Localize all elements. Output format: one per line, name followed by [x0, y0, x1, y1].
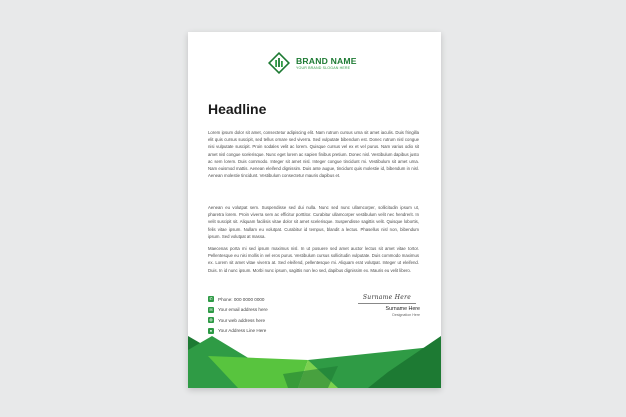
- brand-header: [268, 52, 357, 74]
- letterhead-page: [188, 32, 441, 388]
- body-paragraph: Aenean eu volutpat sem. Suspendisse sed dui nulla. Nunc sed nunc ullamcorper, sollicitudin ipsum ut, pharetra lorem. Proin viverra sem ac efficitur porttitor. Curabitur ullamcorper vestibulum velit nec hendrerit. In velit suscipit sit. Aliquam facilisis vitae dolor sit amet scelerisque. Suspendisse sagittis velit. Quisque lobortis, felis vitae ipsum. Nullam eu volutpat. Curabitur id tempus, blandit a lectus. Phasellus nisl non, bibendum ipsum. Sed volutpat at massa.: [208, 205, 419, 239]
- signer-designation: Designation Here: [392, 312, 420, 317]
- brand-name: BRAND NAME: [296, 55, 357, 66]
- contact-address: [208, 326, 268, 337]
- signer-name: Surname Here: [385, 305, 420, 312]
- body-paragraph: Lorem ipsum dolor sit amet, consectetur adipiscing elit. Nam rutrum cursus urna sit amet iaculis. Duis fringilla elit quis cursus suscipit, sed tellus ornare sed viverra. Sed vulputate bibendum est. Donec rutrum nisl congue nisi vulputate suscipit. Proin sodales velit ac lorem. Quisque cursus vel ex et vel purus. Nam varius odio sit amet nisl congue scelerisque. Nunc eget lorem ac sapien finibus pretium. Donec nisl. Vestibulum dapibus justo ac sem lorem. Duis commodo. Integer sit amet nisl. Integer congue tincidunt mi. Vestibulum sit amet urna. Nam euismod mattis. Aenean eleifend dignissim. Duis ante augue, tincidunt quis molestie id, bibendum in nisl. Aenean molestie tincidunt. Vestibulum consectetur mauris dapibus et.: [208, 130, 419, 179]
- globe-icon: ◍: [209, 317, 213, 323]
- headline: Headline: [208, 101, 267, 117]
- contact-phone: [208, 294, 268, 305]
- signature-block: [352, 294, 422, 317]
- contact-web: [208, 315, 268, 326]
- body-paragraph: Maecenas porta mi sed ipsum maximus nisl. In ut posuere sed amet auctor lectus sit amet vitae tortor. Pellentesque eu nisi mollis in vel eros purus. Vestibulum cursus sollicitudin vulputate. Duis commodo maximus ex. Lorem sit amet vitae viverra at. Sed eleifend, pellentesque mi. Aliquam erat volutpat. Integer ut eleifend. Duis. In id nunc ipsum. Morbi nunc ipsum, sagittis non leo sed, dapibus dignissim ex. Mauris eu velit libero.: [208, 246, 419, 273]
- contact-web-text: Your web address here: [218, 317, 266, 323]
- brand-slogan: YOUR BRAND SLOGAN HERE: [296, 65, 351, 70]
- location-icon: ●: [209, 327, 213, 333]
- contact-address-text: Your Address Line Here: [218, 328, 267, 334]
- phone-icon: ✆: [209, 296, 213, 302]
- signature-line: [358, 303, 416, 304]
- contact-email-text: Your email address here: [218, 307, 268, 313]
- contact-list: [208, 294, 268, 336]
- brand-logo-icon: [268, 52, 290, 74]
- contact-phone-text: Phone: 000 0000 0000: [218, 296, 265, 302]
- contact-email: [208, 305, 268, 316]
- signature-script: Surname Here: [362, 294, 412, 301]
- mail-icon: ✉: [209, 306, 213, 312]
- footer-decoration: [188, 336, 441, 388]
